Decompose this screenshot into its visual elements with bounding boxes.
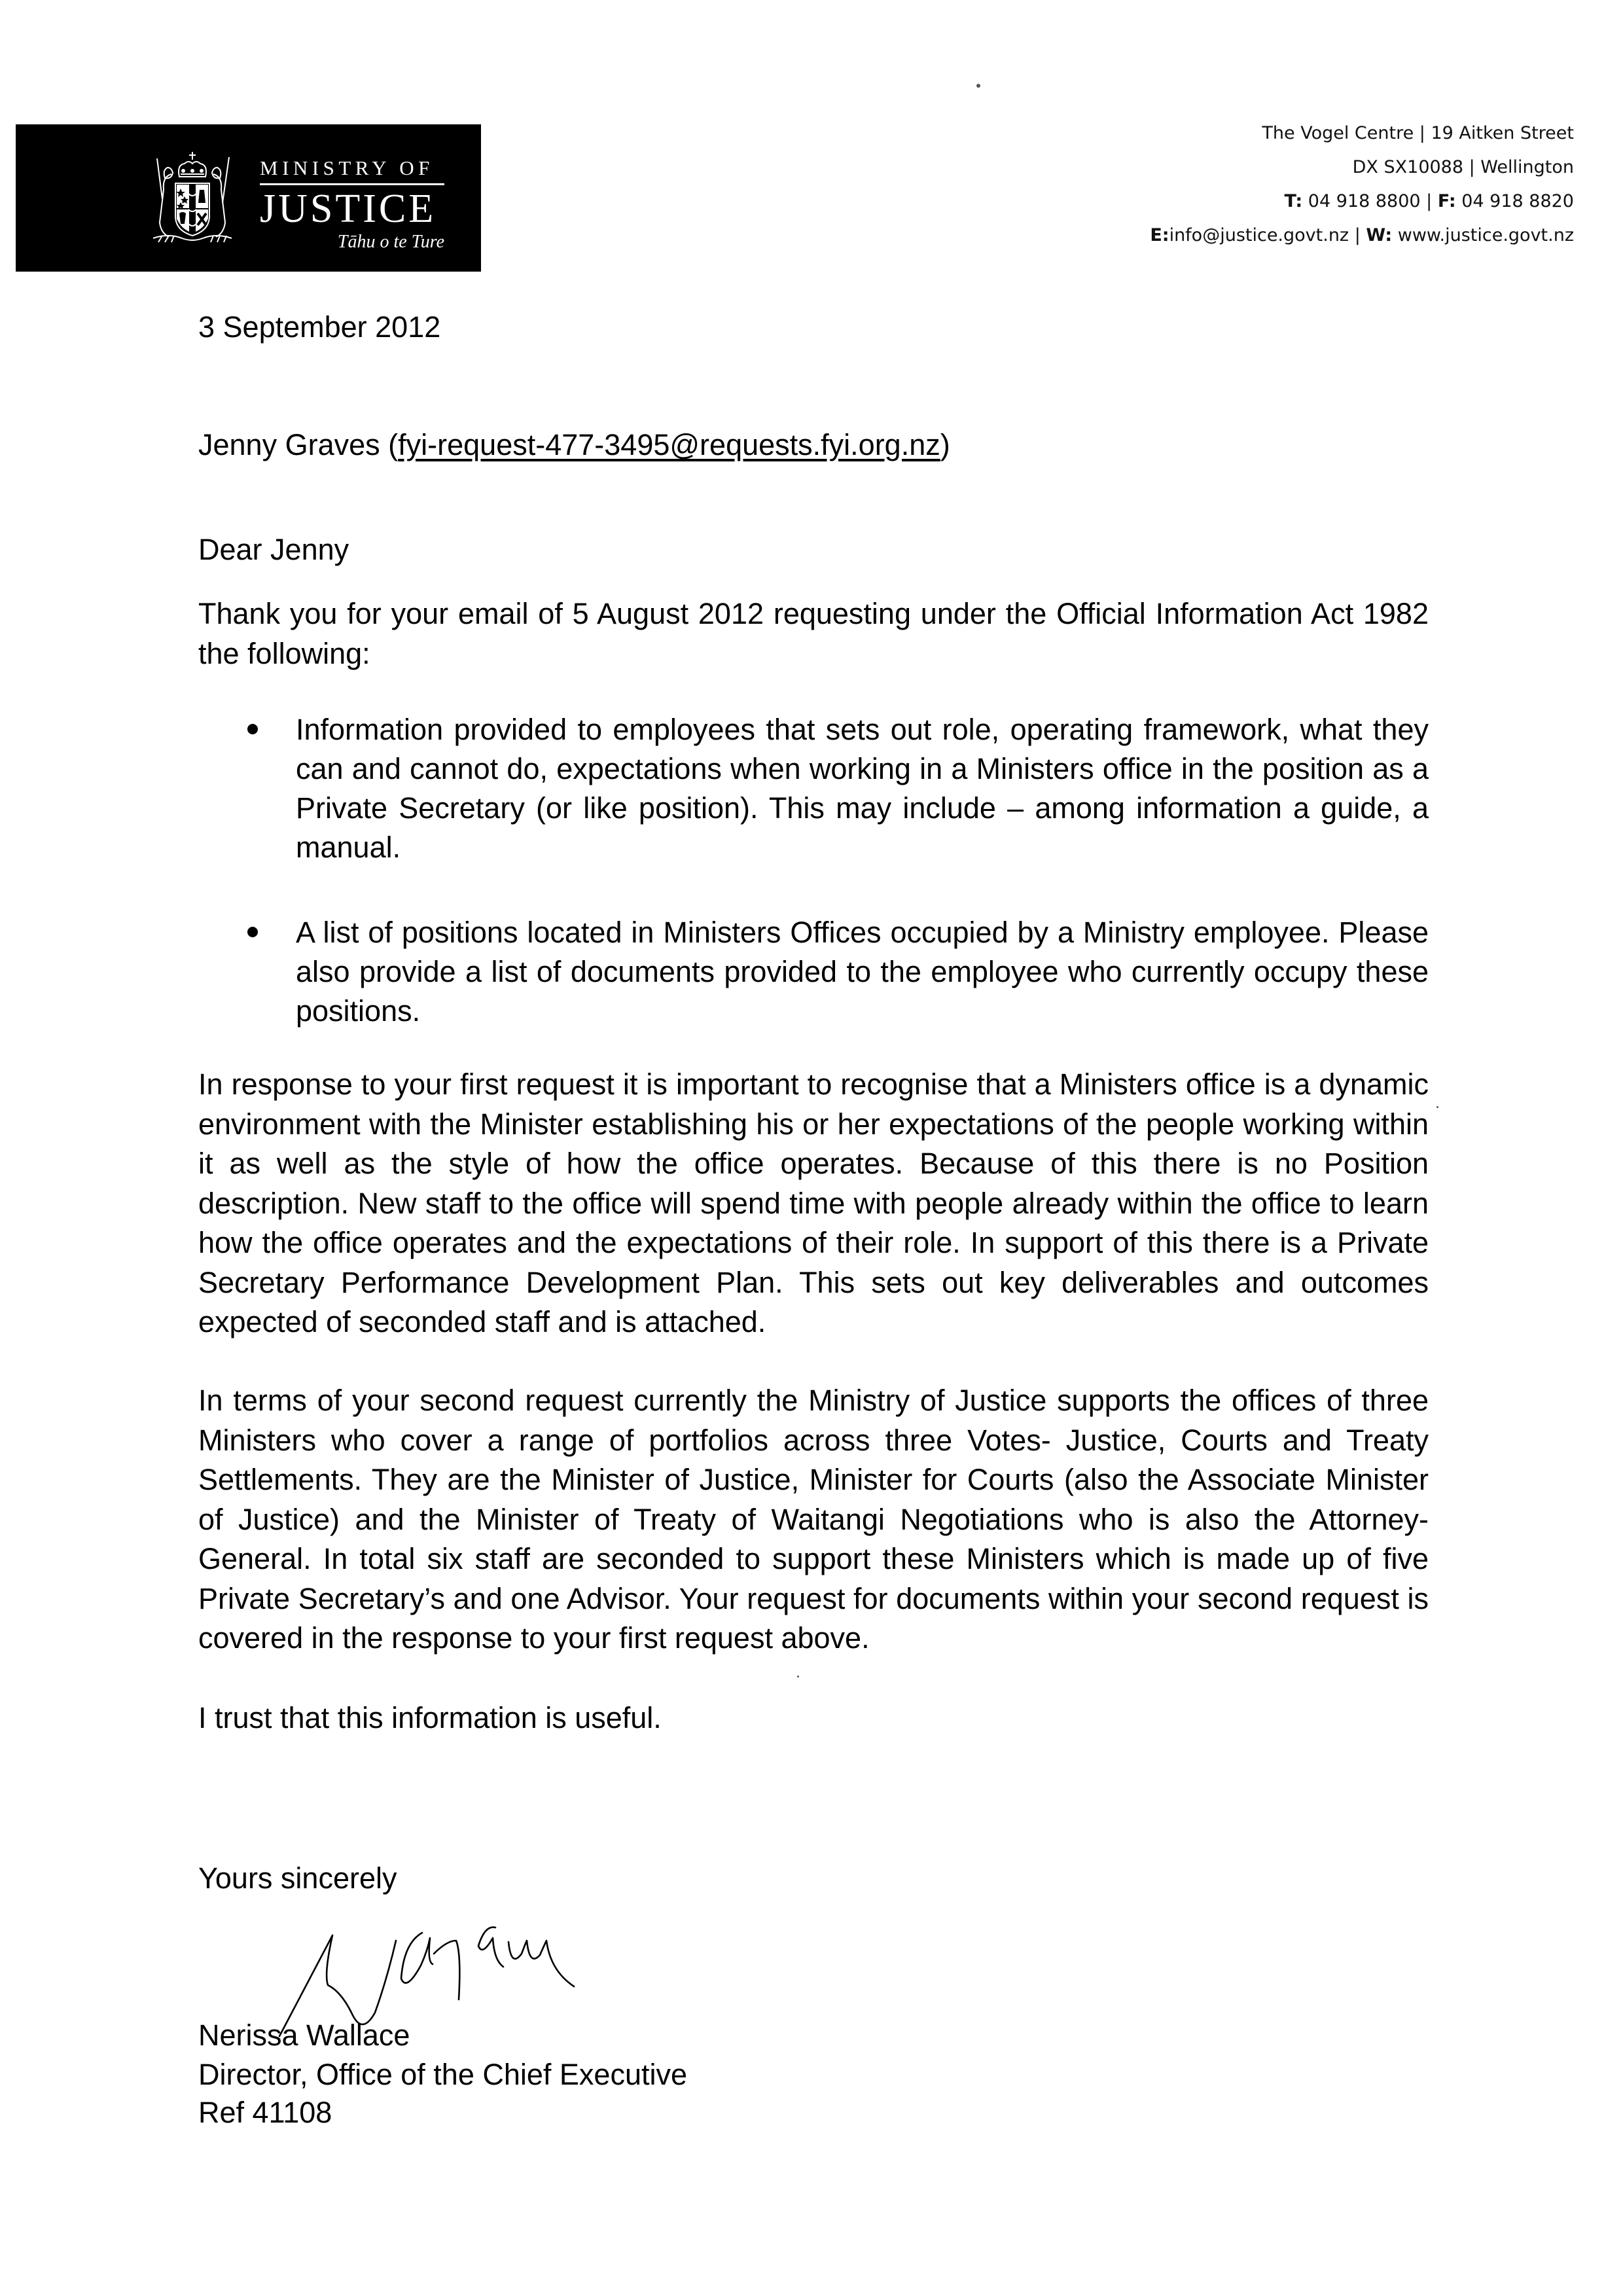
contact-phone-fax — [1150, 185, 1574, 219]
scan-speck — [1436, 1106, 1438, 1108]
web-label: W: — [1366, 225, 1393, 245]
signatory-name: Nerissa Wallace — [198, 2018, 410, 2052]
logo-justice: JUSTICE — [260, 187, 437, 231]
contact-email[interactable]: info@justice.govt.nz — [1169, 225, 1349, 245]
response-first-paragraph: In response to your first request it is important to recognise that a Ministers office is a dynamic environment with the Minister establishing his or her expectations of the people working within it as well as the style of how the office operates. Because of this there is no Position description. New staff to the office will spend time with people already within the office to learn how the office operates and the expectations of their role. In support of this there is a Private Secretary Performance Development Plan. This sets out key deliverables and outcomes expected of seconded staff and is attached. — [198, 1067, 1429, 1338]
separator: | — [1426, 191, 1433, 211]
email-label: E: — [1150, 225, 1169, 245]
signatory-title: Director, Office of the Chief Executive — [198, 2058, 688, 2091]
reference-number: Ref 41108 — [198, 2096, 332, 2129]
recipient-line — [198, 425, 950, 465]
intro-paragraph: Thank you for your email of 5 August 2012 requesting under the Official Information Act 1982 the following: — [198, 597, 1429, 670]
logo-divider — [260, 183, 444, 185]
request-list-item — [296, 913, 1429, 1031]
contact-email-web — [1150, 219, 1574, 253]
ministry-logo-banner — [16, 124, 481, 272]
phone-label: T: — [1284, 191, 1303, 211]
letter-date: 3 September 2012 — [198, 310, 441, 344]
bullet-icon — [247, 724, 258, 734]
logo-ministry-of: MINISTRY OF — [260, 156, 434, 179]
request-list-item — [296, 710, 1429, 867]
contact-block — [1150, 117, 1574, 253]
bullet-icon — [247, 927, 258, 937]
fax-label: F: — [1437, 191, 1456, 211]
separator: | — [1354, 225, 1361, 245]
open-paren: ( — [388, 428, 399, 461]
logo-tagline: Tāhu o te Ture — [337, 232, 444, 252]
valediction: Yours sincerely — [198, 1861, 397, 1895]
fax-number: 04 918 8820 — [1461, 191, 1574, 211]
close-paren: ) — [940, 428, 950, 461]
contact-address: The Vogel Centre | 19 Aitken Street — [1262, 123, 1574, 143]
response-second-paragraph: In terms of your second request currently the Ministry of Justice supports the offices of three Ministers who cover a range of portfolios across three Votes- Justice, Courts and Treaty Settlements. They are the Minister of Justice, Minister for Courts (also the Associate Minister of Justice) and the Minister of Treaty of Waitangi Negotiations who is also the Attorney-General. In total six staff are seconded to support these Ministers which is made up of five Private Secretary’s and one Advisor. Your request for documents within your second request is covered in the response to your first request above. — [198, 1384, 1429, 1655]
contact-dx: DX SX10088 | Wellington — [1352, 157, 1574, 177]
request-text: A list of positions located in Ministers Offices occupied by a Ministry employee. Please also provide a list of documents provided to the employee who currently occupy these positions. — [296, 916, 1429, 1028]
request-text: Information provided to employees that sets out role, operating framework, what they can and cannot do, expectations when working in a Ministers office in the position as a Private Secretary (or like position). This may include – among information a guide, a manual. — [296, 713, 1429, 864]
scan-speck — [797, 1676, 799, 1677]
recipient-email-link[interactable]: fyi-request-477-3495@requests.fyi.org.nz — [398, 428, 940, 461]
ministry-wordmark — [260, 157, 450, 253]
coat-of-arms-icon — [143, 151, 242, 245]
closing-remark: I trust that this information is useful. — [198, 1701, 662, 1734]
phone-number: 04 918 8800 — [1308, 191, 1421, 211]
scan-speck — [976, 84, 980, 88]
salutation: Dear Jenny — [198, 533, 349, 566]
contact-website[interactable]: www.justice.govt.nz — [1397, 225, 1574, 245]
recipient-name: Jenny Graves — [198, 428, 380, 461]
